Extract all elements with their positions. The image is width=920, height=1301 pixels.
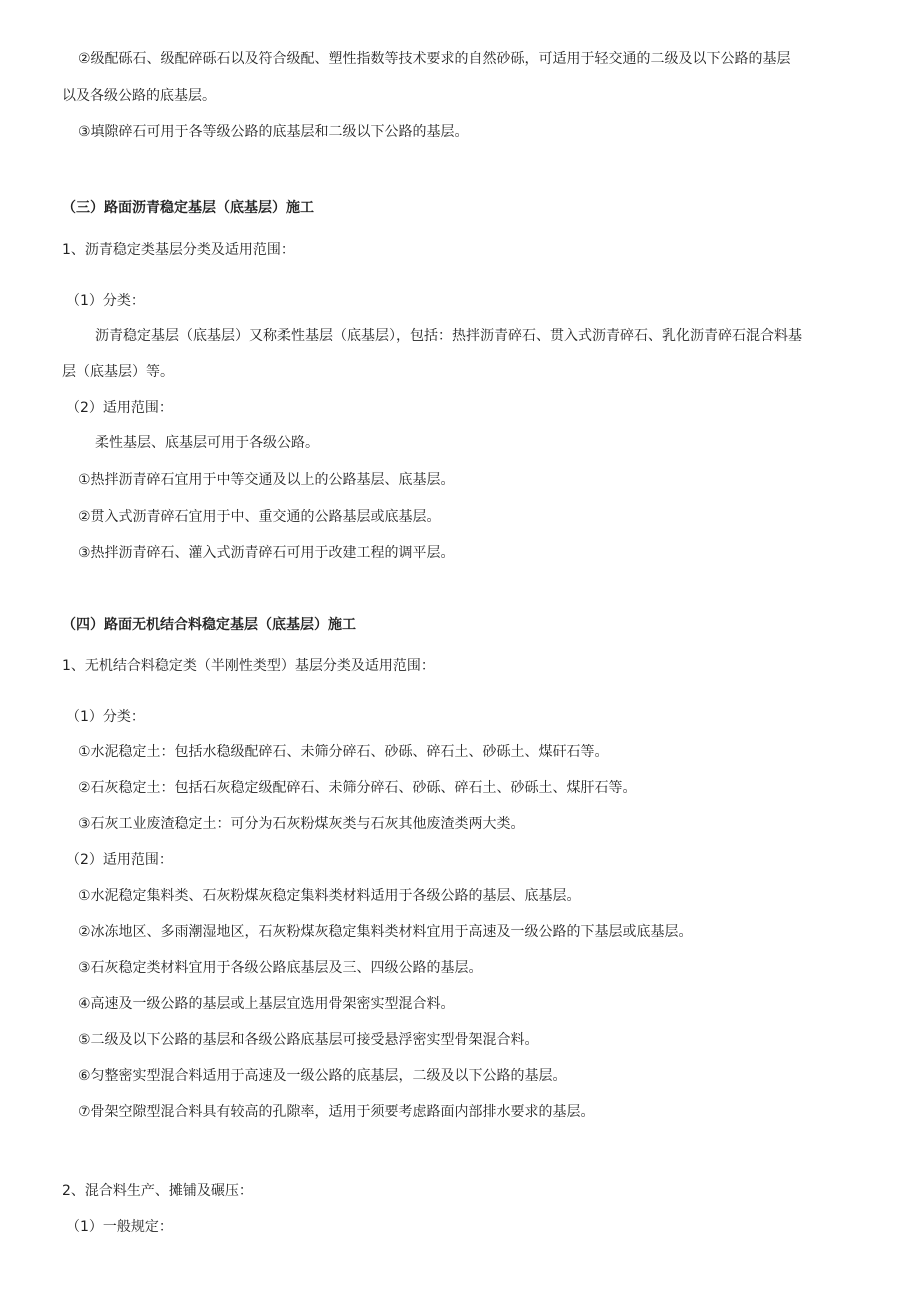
paragraph-line: 柔性基层、底基层可用于各级公路。 xyxy=(95,435,319,451)
item-heading: （1）一般规定： xyxy=(66,1219,173,1235)
list-item: ⑥匀整密实型混合料适用于高速及一级公路的底基层，二级及以下公路的基层。 xyxy=(78,1068,567,1084)
subsection-heading: 2、混合料生产、摊铺及碾压： xyxy=(62,1183,253,1199)
list-item: ②贯入式沥青碎石宜用于中、重交通的公路基层或底基层。 xyxy=(78,509,441,525)
item-heading: （2）适用范围： xyxy=(66,400,173,416)
subsection-heading: 1、无机结合料稳定类（半刚性类型）基层分类及适用范围： xyxy=(62,658,435,674)
paragraph-line: 以及各级公路的底基层。 xyxy=(62,88,216,104)
list-item: ④高速及一级公路的基层或上基层宜选用骨架密实型混合料。 xyxy=(78,996,455,1012)
section-heading: （三）路面沥青稳定基层（底基层）施工 xyxy=(62,200,314,216)
list-item: ②冰冻地区、多雨潮湿地区，石灰粉煤灰稳定集料类材料宜用于高速及一级公路的下基层或底基层。 xyxy=(78,924,693,940)
item-heading: （2）适用范围： xyxy=(66,852,173,868)
paragraph-line: 沥青稳定基层（底基层）又称柔性基层（底基层），包括：热拌沥青碎石、贯入式沥青碎石、乳化沥青碎石混合料基 xyxy=(95,328,802,344)
list-item: ③石灰稳定类材料宜用于各级公路底基层及三、四级公路的基层。 xyxy=(78,960,483,976)
list-item: ③石灰工业废渣稳定土：可分为石灰粉煤灰类与石灰其他废渣类两大类。 xyxy=(78,816,525,832)
item-heading: （1）分类： xyxy=(66,709,145,725)
list-item: ②石灰稳定土：包括石灰稳定级配碎石、未筛分碎石、砂砾、碎石土、砂砾土、煤肝石等。 xyxy=(78,780,637,796)
subsection-heading: 1、沥青稳定类基层分类及适用范围： xyxy=(62,242,295,258)
paragraph-line: ②级配砾石、级配碎砾石以及符合级配、塑性指数等技术要求的自然砂砾，可适用于轻交通的二级及以下公路的基层 xyxy=(78,51,791,67)
list-item: ⑤二级及以下公路的基层和各级公路底基层可接受悬浮密实型骨架混合料。 xyxy=(78,1032,539,1048)
list-item: ①热拌沥青碎石宜用于中等交通及以上的公路基层、底基层。 xyxy=(78,472,455,488)
paragraph-line: ③填隙碎石可用于各等级公路的底基层和二级以下公路的基层。 xyxy=(78,124,469,140)
list-item: ①水泥稳定集料类、石灰粉煤灰稳定集料类材料适用于各级公路的基层、底基层。 xyxy=(78,888,581,904)
list-item: ③热拌沥青碎石、灌入式沥青碎石可用于改建工程的调平层。 xyxy=(78,545,455,561)
list-item: ⑦骨架空隙型混合料具有较高的孔隙率，适用于须要考虑路面内部排水要求的基层。 xyxy=(78,1104,595,1120)
list-item: ①水泥稳定土：包括水稳级配碎石、未筛分碎石、砂砾、碎石土、砂砾土、煤矸石等。 xyxy=(78,744,609,760)
section-heading: （四）路面无机结合料稳定基层（底基层）施工 xyxy=(62,617,356,633)
item-heading: （1）分类： xyxy=(66,293,145,309)
paragraph-line: 层（底基层）等。 xyxy=(62,364,174,380)
